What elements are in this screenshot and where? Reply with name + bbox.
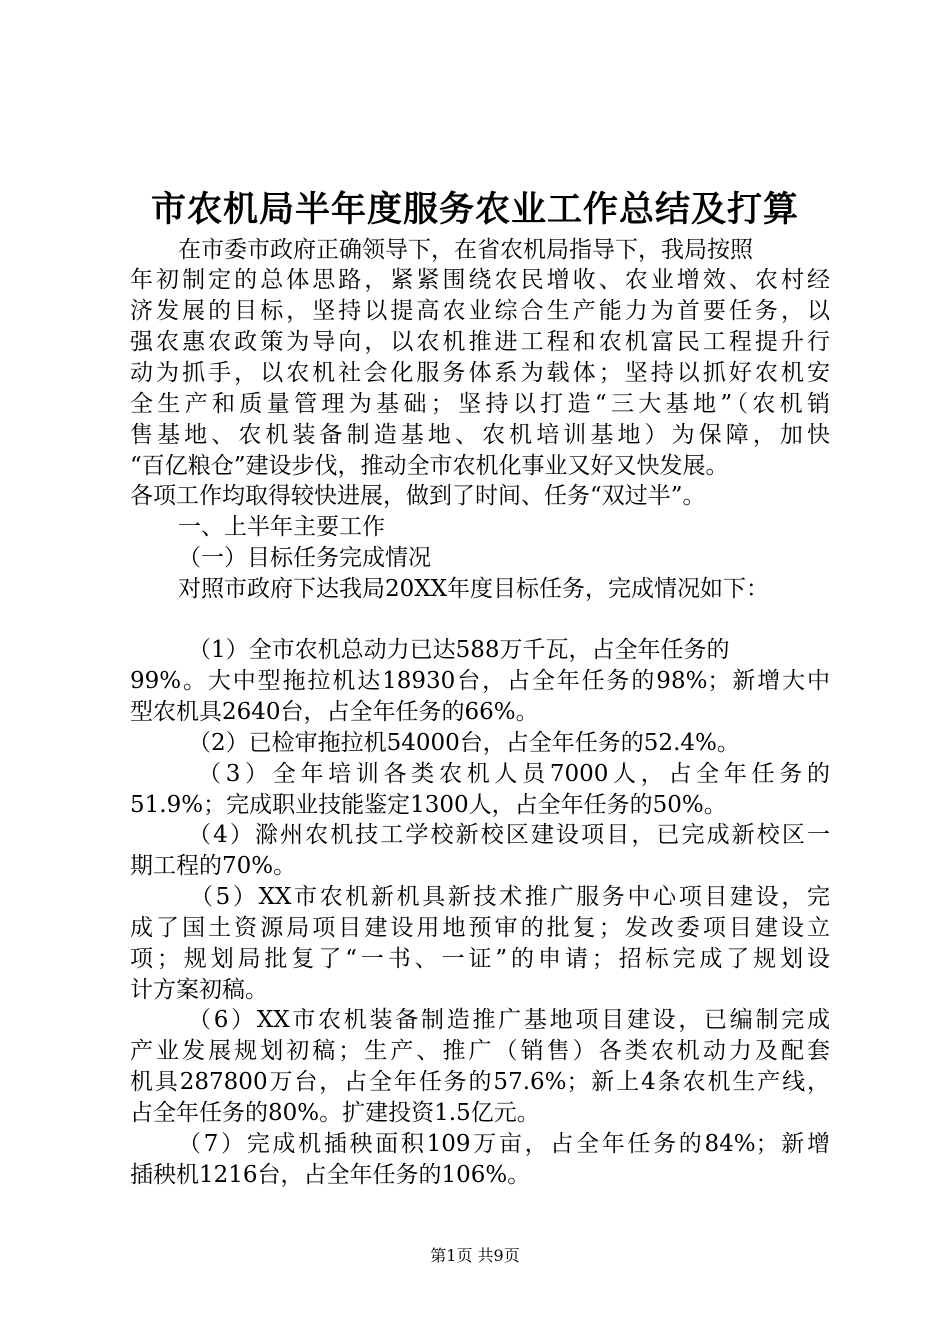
para-1-line-9: 各项工作均取得较快进展，做到了时间、任务“双过半”。 [130, 483, 706, 509]
item-3-line-2: 51.9%；完成职业技能鉴定1300人，占全年任务的50%。 [130, 792, 727, 818]
para-1-line-4: 强农惠农政策为导向，以农机推进工程和农机富民工程提升行 [130, 329, 830, 355]
item-5-line-1: （5）XX市农机新机具新技术推广服务中心项目建设，完 [190, 884, 830, 910]
subsection-heading: （一）目标任务完成情况 [178, 545, 431, 571]
item-6-line-2: 产业发展规划初稿；生产、推广（销售）各类农机动力及配套 [130, 1038, 830, 1064]
item-5-line-2: 成了国土资源局项目建设用地预审的批复；发改委项目建设立 [130, 915, 830, 941]
page-footer: 第1页 共9页 [430, 1246, 520, 1265]
para-1-line-7: 售基地、农机装备制造基地、农机培训基地）为保障，加快 [130, 422, 830, 448]
para-1-line-6: 全生产和质量管理为基础；坚持以打造“三大基地”（农机销 [130, 391, 830, 417]
item-1-line-1: （1）全市农机总动力已达588万千瓦，占全年任务的 [188, 637, 730, 663]
intro-line: 对照市政府下达我局20XX年度目标任务，完成情况如下： [178, 576, 770, 602]
item-7-line-2: 插秧机1216台，占全年任务的106%。 [130, 1162, 531, 1188]
para-1-line-8: “百亿粮仓”建设步伐，推动全市农机化事业又好又快发展。 [130, 453, 729, 479]
item-5-line-4: 计方案初稿。 [130, 977, 268, 1003]
section-heading: 一、上半年主要工作 [178, 514, 385, 540]
item-4-line-2: 期工程的70%。 [130, 853, 297, 879]
para-1-line-2: 年初制定的总体思路，紧紧围绕农民增收、农业增效、农村经 [130, 267, 830, 293]
document-title: 市农机局半年度服务农业工作总结及打算 [150, 189, 799, 230]
item-3-line-1: （3）全年培训各类农机人员7000人，占全年任务的 [198, 761, 830, 787]
item-2-line-1: （2）已检审拖拉机54000台，占全年任务的52.4%。 [188, 730, 740, 756]
para-1-line-5: 动为抓手，以农机社会化服务体系为载体；坚持以抓好农机安 [130, 360, 830, 386]
para-1-line-3: 济发展的目标，坚持以提高农业综合生产能力为首要任务，以 [130, 298, 830, 324]
para-1-line-1: 在市委市政府正确领导下，在省农机局指导下，我局按照 [178, 237, 753, 263]
item-6-line-4: 占全年任务的80%。扩建投资1.5亿元。 [130, 1100, 540, 1126]
item-1-line-3: 型农机具2640台，占全年任务的66%。 [130, 699, 539, 725]
item-6-line-1: （6）XX市农机装备制造推广基地项目建设，已编制完成 [188, 1007, 830, 1033]
item-7-line-1: （7）完成机插秧面积109万亩，占全年任务的84%；新增 [178, 1131, 830, 1157]
item-4-line-1: （4）滁州农机技工学校新校区建设项目，已完成新校区一 [188, 822, 830, 848]
item-1-line-2: 99%。大中型拖拉机达18930台，占全年任务的98%；新增大中 [130, 668, 830, 694]
item-5-line-3: 项；规划局批复了“一书、一证”的申请；招标完成了规划设 [130, 946, 830, 972]
item-6-line-3: 机具287800万台，占全年任务的57.6%；新上4条农机生产线， [130, 1069, 830, 1095]
